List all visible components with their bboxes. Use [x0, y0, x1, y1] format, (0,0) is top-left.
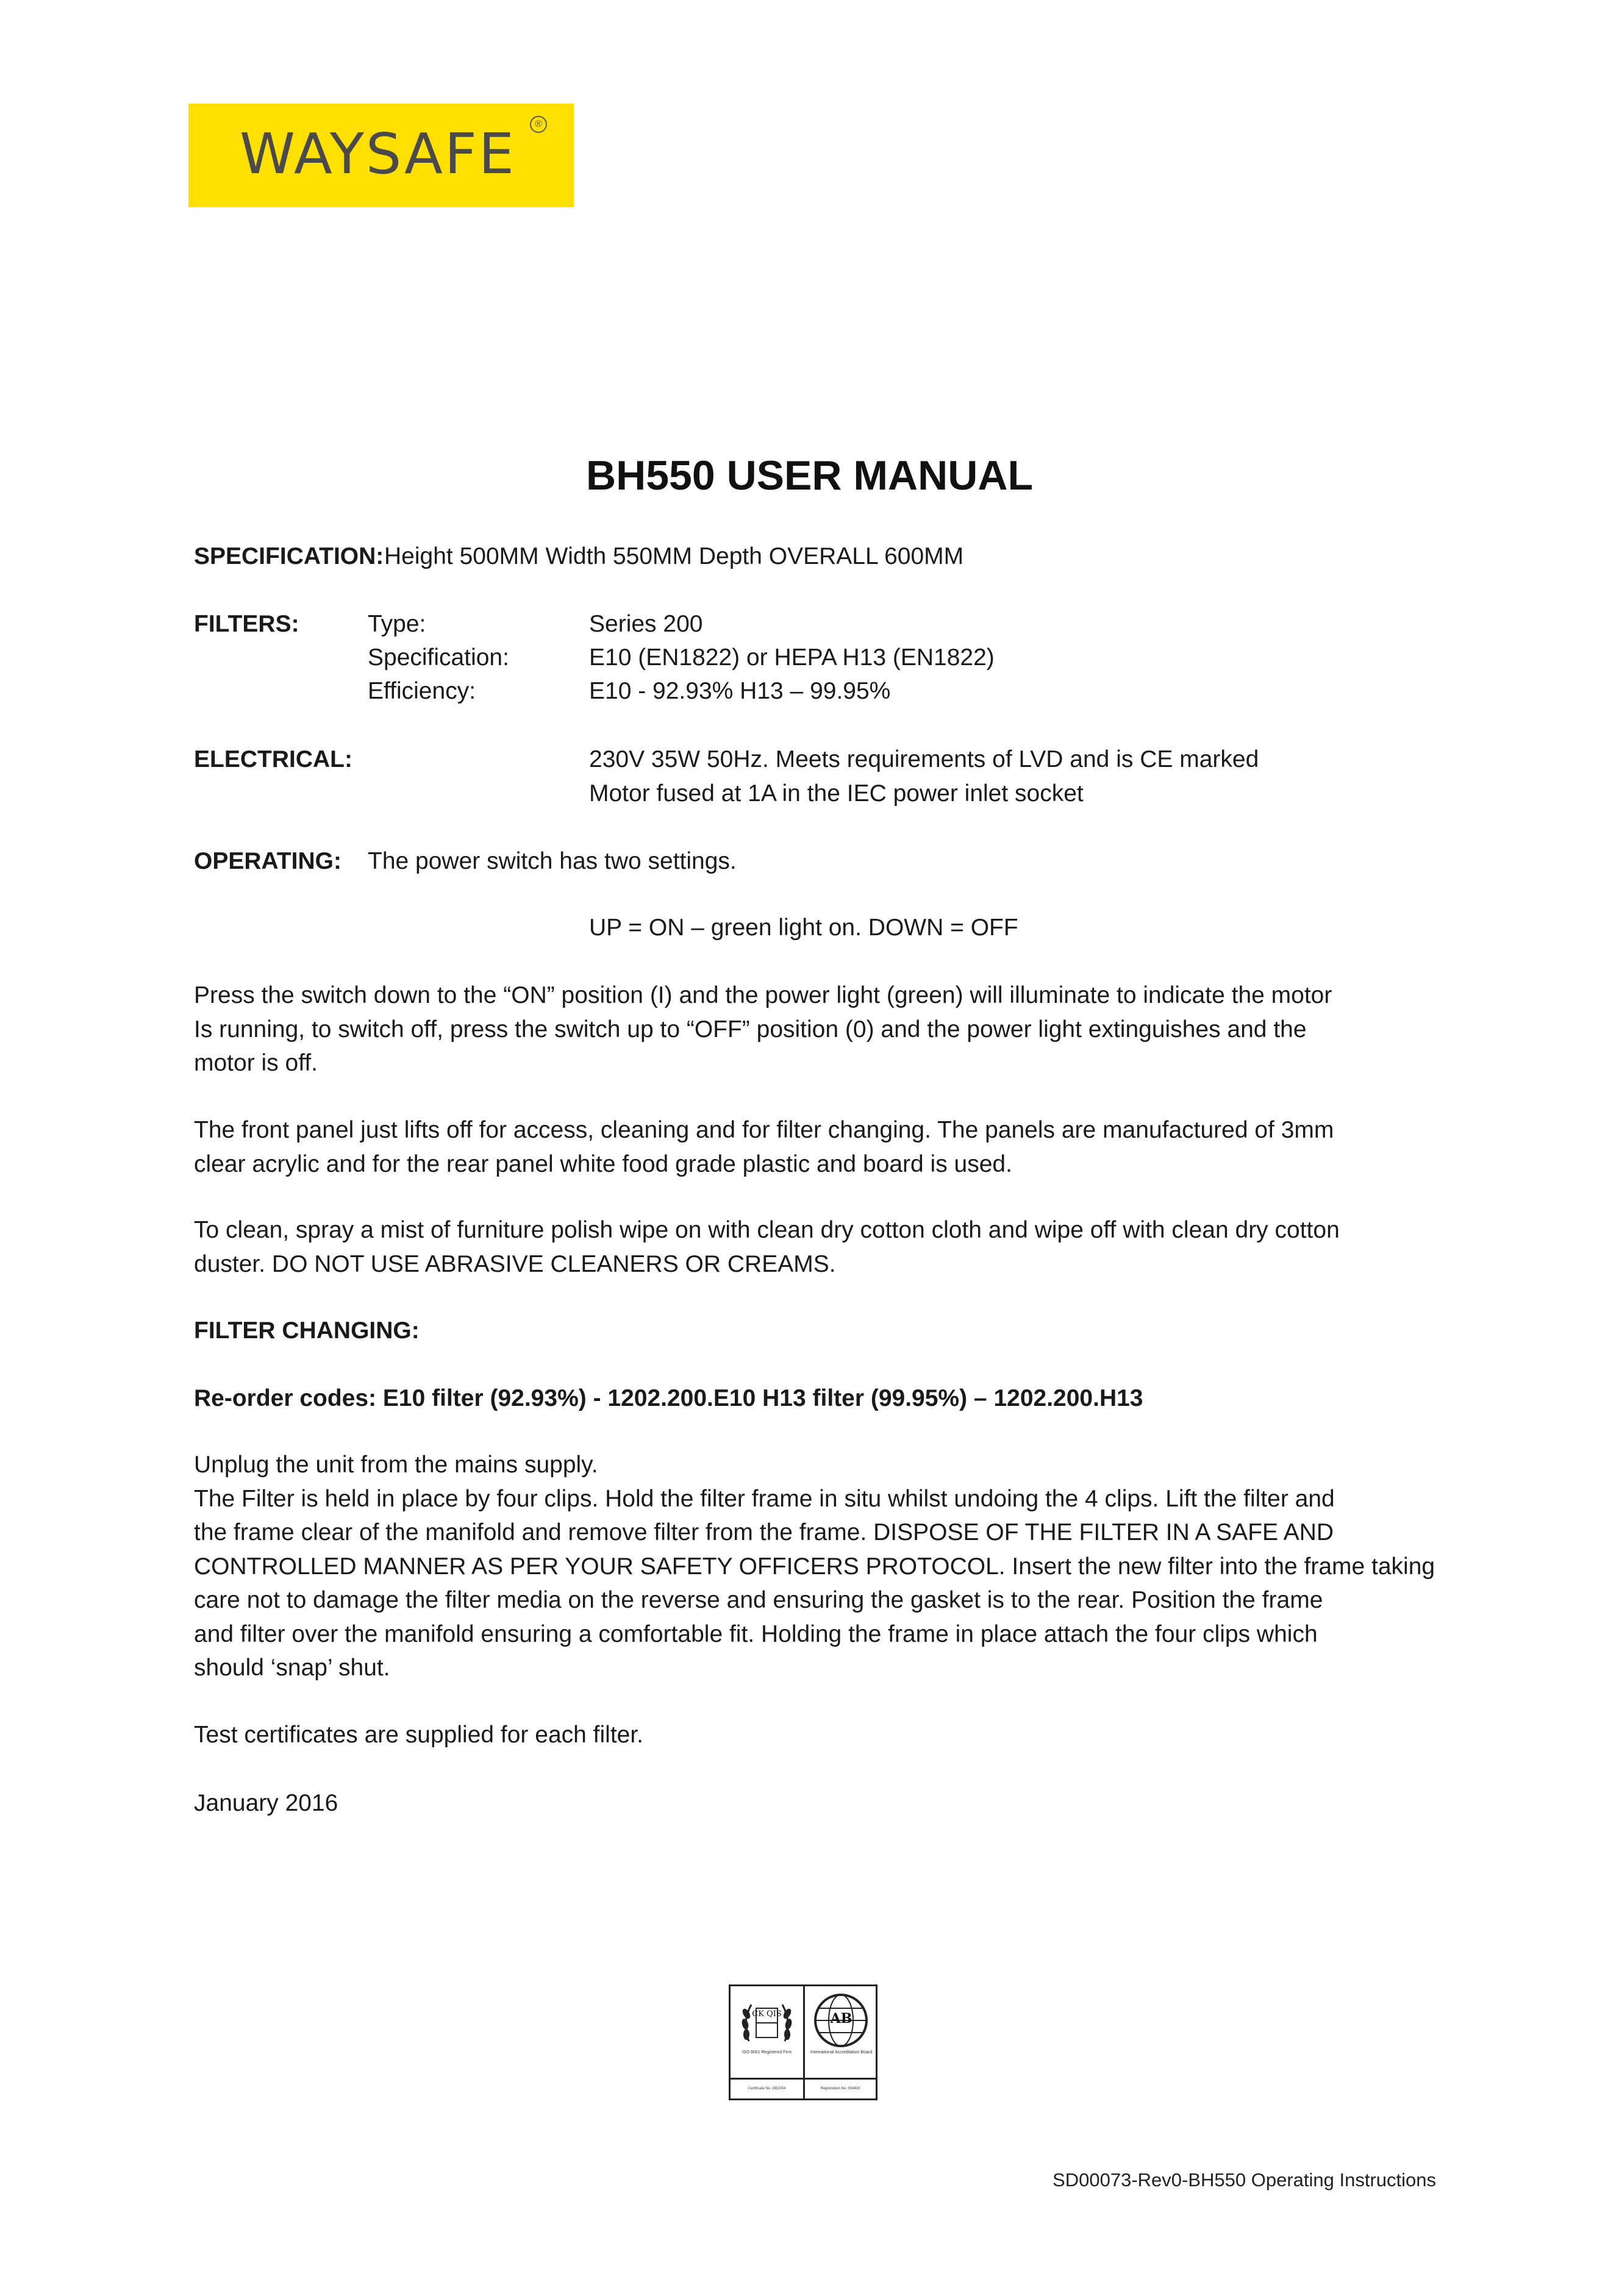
- operating-settings-line: UP = ON – green light on. DOWN = OFF: [589, 914, 1018, 941]
- ckqis-emblem: [731, 1986, 803, 2078]
- page-title: BH550 USER MANUAL: [586, 452, 1033, 499]
- filters-spec-value: E10 (EN1822) or HEPA H13 (EN1822): [589, 644, 995, 671]
- ckqis-caption: ISO 9001 Registered Firm: [742, 2050, 792, 2055]
- filter-changing-line-7: should ‘snap’ shut.: [194, 1655, 390, 1681]
- certification-seal: [729, 1984, 877, 2100]
- laurel-wreath-icon: [731, 1986, 803, 2078]
- document-date: January 2016: [194, 1790, 338, 1816]
- filters-type-value: Series 200: [589, 611, 703, 637]
- switch-paragraph-line-1: Press the switch down to the “ON” position (I) and the power light (green) will illuminate to indicate the motor: [194, 982, 1332, 1008]
- specification-text: Height 500MM Width 550MM Depth OVERALL 600MM: [384, 543, 964, 569]
- ckqis-mark: CK QIS: [752, 2009, 782, 2019]
- filters-type-key: Type:: [368, 611, 426, 637]
- filter-changing-line-6: and filter over the manifold ensuring a comfortable fit. Holding the frame in place attach the four clips which: [194, 1621, 1318, 1647]
- globe-icon: [805, 1986, 877, 2078]
- filters-spec-key: Specification:: [368, 644, 509, 671]
- electrical-line-2: Motor fused at 1A in the IEC power inlet socket: [589, 780, 1084, 807]
- document-reference: SD00073-Rev0-BH550 Operating Instructions: [1053, 2169, 1436, 2191]
- switch-paragraph-line-3: motor is off.: [194, 1050, 318, 1076]
- electrical-label: ELECTRICAL:: [194, 746, 352, 772]
- reorder-codes: Re-order codes: E10 filter (92.93%) - 1202.200.E10 H13 filter (99.95%) – 1202.200.H13: [194, 1385, 1143, 1411]
- switch-paragraph-line-2: Is running, to switch off, press the switch up to “OFF” position (0) and the power light extinguishes and the: [194, 1016, 1307, 1043]
- filter-changing-line-2: The Filter is held in place by four clips. Hold the filter frame in situ whilst undoing the 4 clips. Lift the filter and: [194, 1486, 1335, 1512]
- iab-mark: AB: [830, 2011, 852, 2027]
- filters-efficiency-value: E10 - 92.93% H13 – 99.95%: [589, 678, 891, 704]
- waysafe-logo: [188, 104, 574, 207]
- panel-paragraph-line-1: The front panel just lifts off for access, cleaning and for filter changing. The panels are manufactured of 3mm: [194, 1117, 1334, 1143]
- electrical-line-1: 230V 35W 50Hz. Meets requirements of LVD and is CE marked: [589, 746, 1259, 772]
- iab-emblem: [805, 1986, 877, 2078]
- registered-mark-icon: ®: [530, 116, 547, 133]
- filter-changing-heading: FILTER CHANGING:: [194, 1317, 420, 1344]
- clean-paragraph-line-2: duster. DO NOT USE ABRASIVE CLEANERS OR CREAMS.: [194, 1251, 836, 1277]
- filters-efficiency-key: Efficiency:: [368, 678, 476, 704]
- filter-changing-line-3: the frame clear of the manifold and remove filter from the frame. DISPOSE OF THE FILTER IN A SAFE AND: [194, 1519, 1334, 1546]
- clean-paragraph-line-1: To clean, spray a mist of furniture polish wipe on with clean dry cotton cloth and wipe off with clean dry cotton: [194, 1217, 1340, 1243]
- specification-label: SPECIFICATION:: [194, 543, 384, 569]
- seal-left-footer: Certificate No. GB2004: [731, 2078, 803, 2100]
- test-certificates-text: Test certificates are supplied for each filter.: [194, 1722, 644, 1748]
- panel-paragraph-line-2: clear acrylic and for the rear panel white food grade plastic and board is used.: [194, 1151, 1012, 1177]
- logo-wordmark: WAYSAFE: [240, 121, 516, 187]
- filters-label: FILTERS:: [194, 611, 299, 637]
- iab-caption: International Accreditation Board: [810, 2050, 873, 2055]
- filter-changing-line-4: CONTROLLED MANNER AS PER YOUR SAFETY OFFICERS PROTOCOL. Insert the new filter into the frame taking: [194, 1553, 1435, 1580]
- operating-label: OPERATING:: [194, 848, 341, 874]
- seal-right-footer: Registration No. 004433: [805, 2078, 876, 2100]
- operating-text: The power switch has two settings.: [368, 848, 737, 874]
- filter-changing-line-5: care not to damage the filter media on the reverse and ensuring the gasket is to the rear. Position the frame: [194, 1587, 1323, 1613]
- filter-changing-line-1: Unplug the unit from the mains supply.: [194, 1452, 598, 1478]
